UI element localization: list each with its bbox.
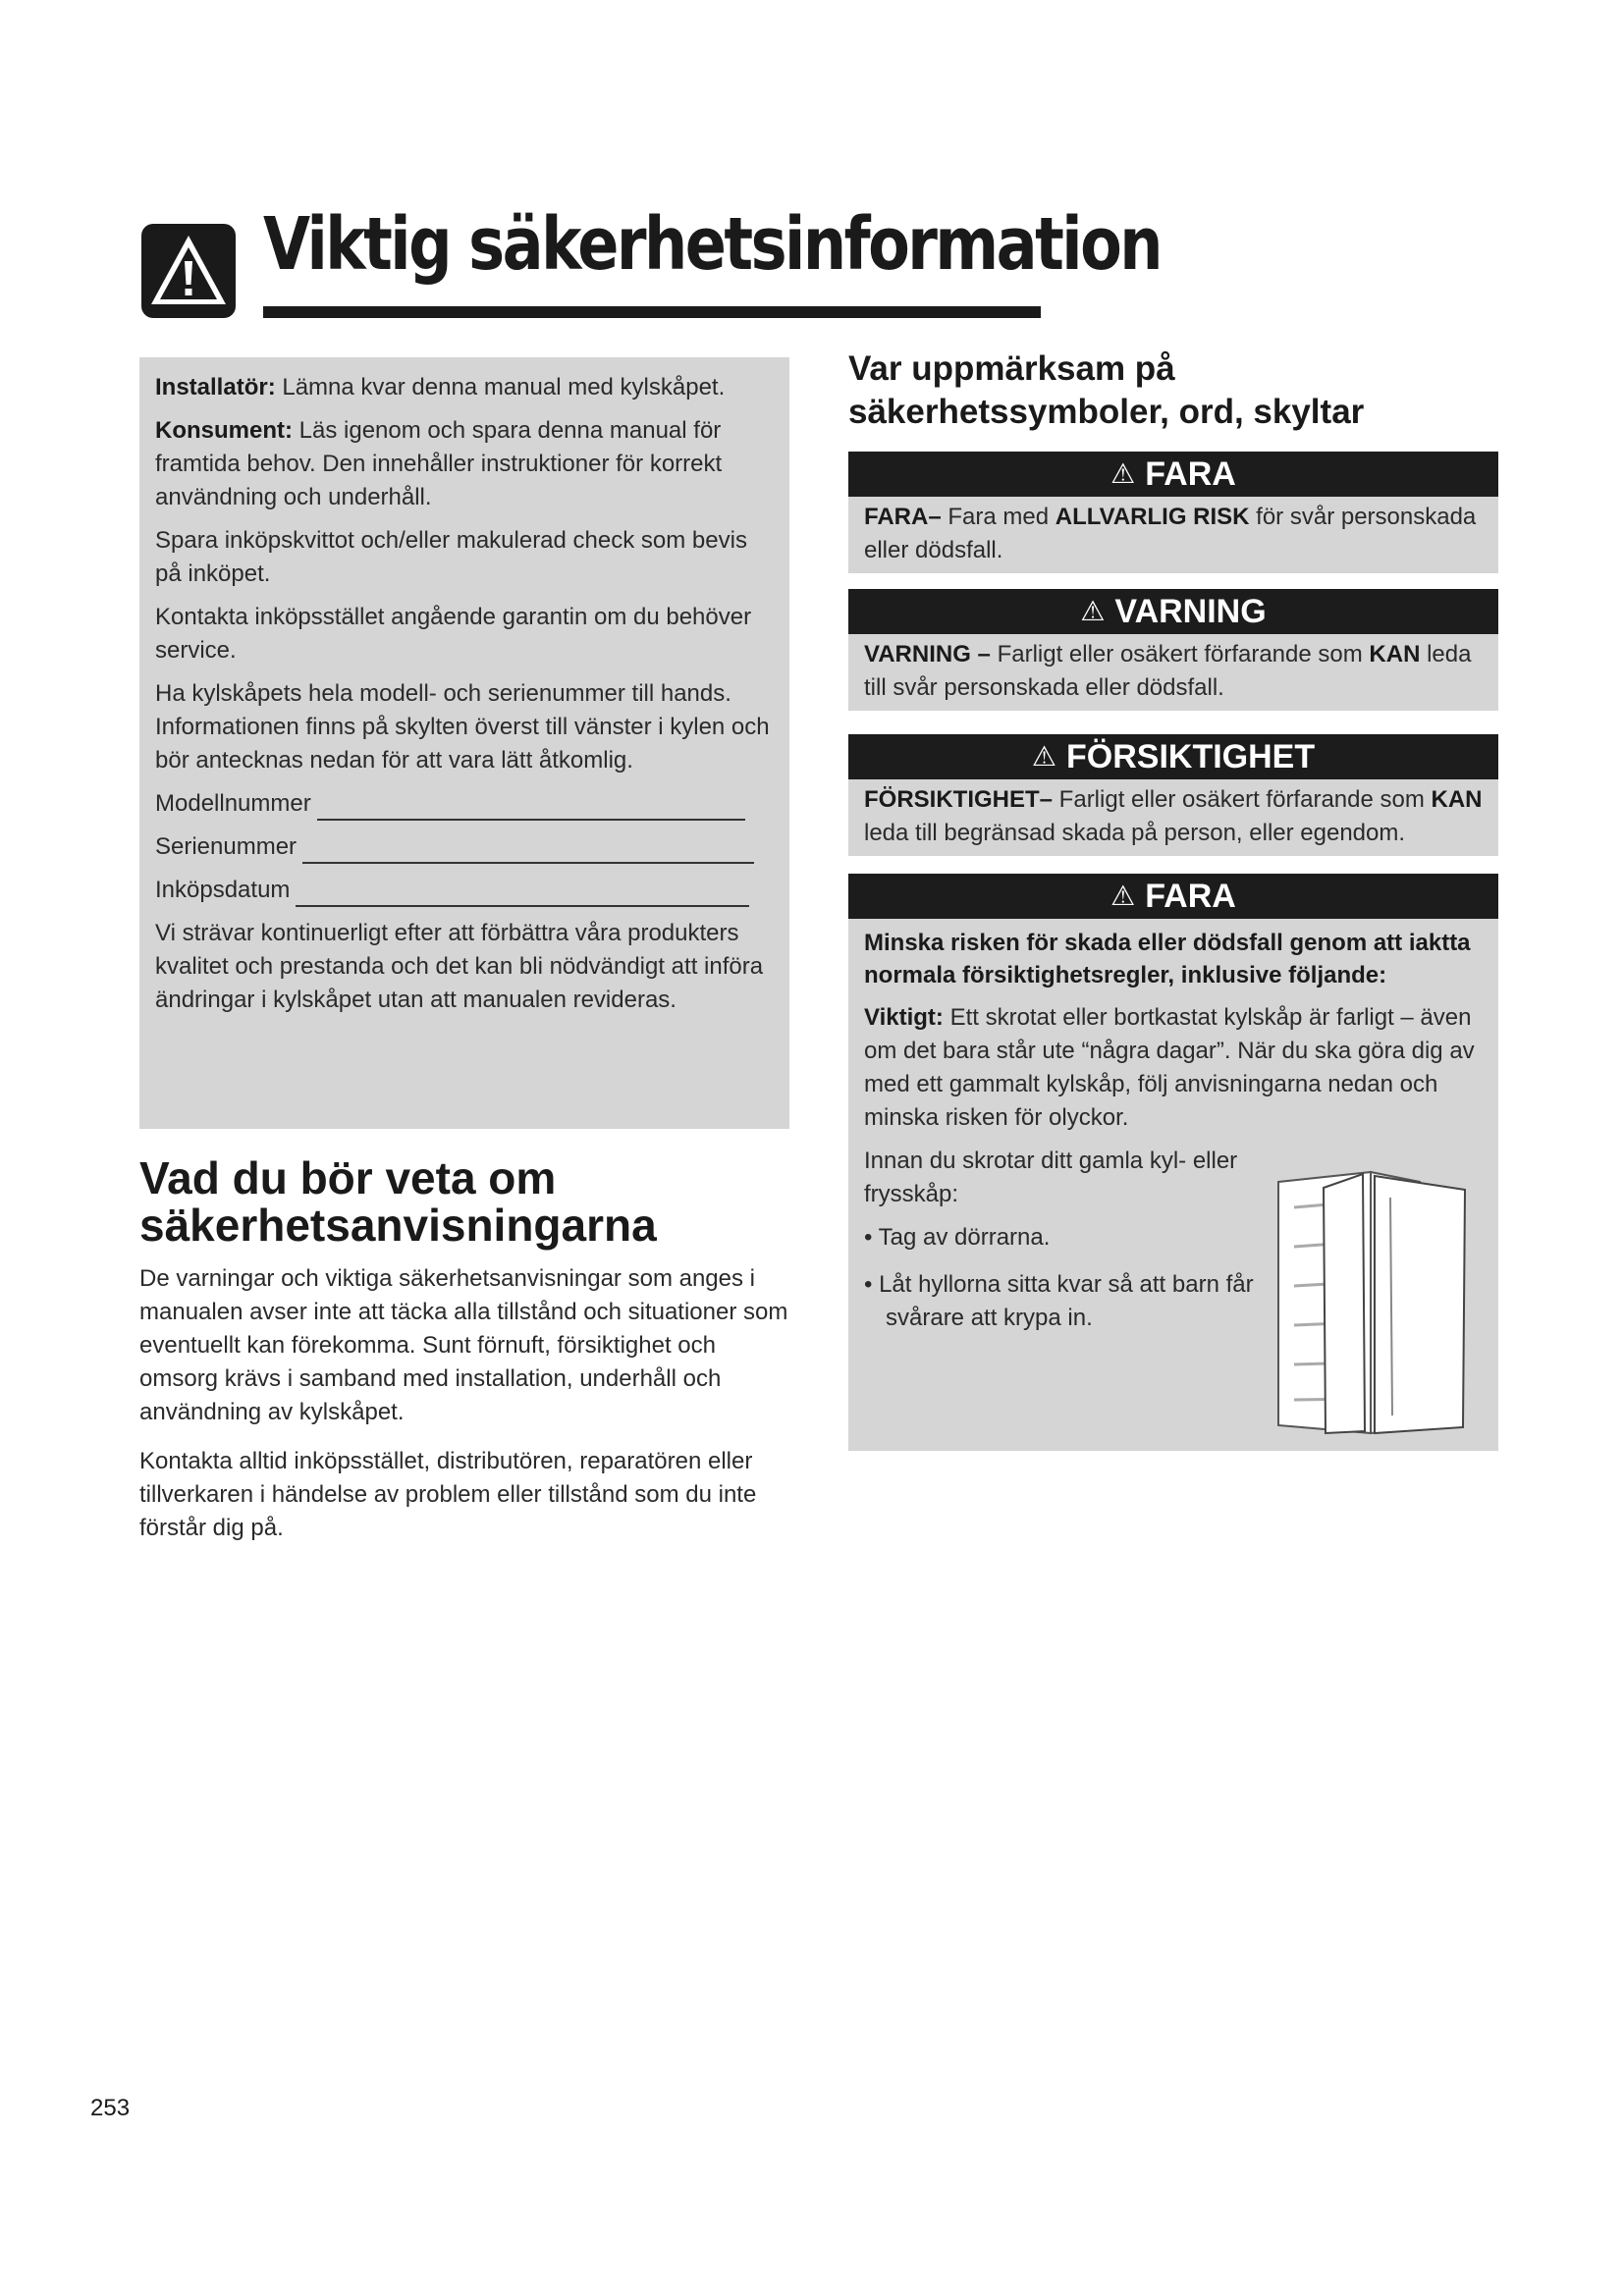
danger-text-1: Fara med bbox=[941, 504, 1056, 530]
safety-instructions-heading: Vad du bör veta om säkerhetsanvisningarna bbox=[139, 1152, 657, 1251]
caution-text-2: leda till begränsad skada på person, eller egendom. bbox=[864, 820, 1406, 846]
danger-header bbox=[848, 452, 1498, 497]
purchase-date-field[interactable] bbox=[155, 874, 776, 907]
caution-title: FÖRSIKTIGHET bbox=[1066, 738, 1316, 775]
warning-triangle-icon bbox=[139, 222, 238, 320]
owner-info-box bbox=[139, 357, 789, 1129]
danger-title: FARA bbox=[1145, 455, 1236, 493]
danger-text-2: för svår personskada eller dödsfall. bbox=[864, 504, 1477, 563]
warning-label: VARNING – bbox=[864, 641, 991, 667]
page-number: 253 bbox=[90, 2095, 131, 2121]
important-label: Viktigt: bbox=[864, 1004, 944, 1031]
receipt-note: Spara inköpskvittot och/eller makulerad check som bevis på inköpet. bbox=[155, 527, 747, 587]
caution-label: FÖRSIKTIGHET– bbox=[864, 786, 1054, 813]
warning-kan: KAN bbox=[1369, 641, 1421, 667]
caution-text-1: Farligt eller osäkert förfarande som bbox=[1053, 786, 1432, 813]
serial-number-field[interactable] bbox=[155, 830, 776, 864]
purchase-date-label: Inköpsdatum bbox=[155, 877, 291, 903]
disposal-step: • Låt hyllorna sitta kvar så att barn får svårare att krypa in. bbox=[864, 1271, 1254, 1331]
danger-risk: ALLVARLIG RISK bbox=[1055, 504, 1250, 530]
warning-text-2: leda till svår personskada eller dödsfall. bbox=[864, 641, 1472, 701]
warranty-note: Kontakta inköpsstället angående garantin om du behöver service. bbox=[155, 604, 752, 664]
warning-title: VARNING bbox=[1114, 593, 1267, 630]
caution-kan: KAN bbox=[1431, 786, 1483, 813]
danger-disposal-header bbox=[848, 874, 1498, 919]
model-number-line[interactable] bbox=[317, 795, 745, 821]
caution-body bbox=[848, 779, 1498, 856]
model-number-label: Modellnummer bbox=[155, 790, 311, 817]
warning-body bbox=[848, 634, 1498, 711]
safety-paragraph-1: De varningar och viktiga säkerhetsanvisningar som anges i manualen avser inte att täcka alla tillstånd och situationer som eventuellt kan förekomma. Sunt förnuft, försiktighet och omsorg krävs i samband med installation, underhåll och användning av kylskåpet. bbox=[139, 1265, 788, 1425]
danger-disposal-title: FARA bbox=[1145, 878, 1236, 915]
serial-number-label: Serienummer bbox=[155, 833, 298, 860]
warning-triangle-icon: ⚠ bbox=[1110, 458, 1136, 489]
danger-body bbox=[848, 497, 1498, 573]
installer-text: Lämna kvar denna manual med kylskåpet. bbox=[275, 374, 726, 400]
warning-triangle-icon: ⚠ bbox=[1031, 741, 1056, 772]
consumer-label: Konsument: bbox=[155, 417, 293, 444]
warning-header bbox=[848, 589, 1498, 634]
purchase-date-line[interactable] bbox=[296, 881, 749, 907]
disposal-before: Innan du skrotar ditt gamla kyl- eller frysskåp: bbox=[864, 1148, 1238, 1207]
disposal-step: • Tag av dörrarna. bbox=[864, 1224, 1051, 1251]
danger-label: FARA– bbox=[864, 504, 942, 530]
refrigerator-illustration bbox=[1272, 1168, 1469, 1439]
caution-header bbox=[848, 734, 1498, 779]
model-serial-note: Ha kylskåpets hela modell- och serienummer till hands. Informationen finns på skylten överst till vänster i kylen och bör antecknas nedan för att vara lätt åtkomlig. bbox=[155, 680, 770, 774]
warning-text-1: Farligt eller osäkert förfarande som bbox=[990, 641, 1370, 667]
safety-symbols-heading: Var uppmärksam på säkerhetssymboler, ord, skyltar bbox=[848, 349, 1365, 431]
caution-panel bbox=[848, 734, 1498, 856]
warning-triangle-icon: ⚠ bbox=[1110, 881, 1136, 911]
page-title: Viktig säkerhetsinformation bbox=[263, 202, 1161, 287]
disposal-important bbox=[864, 1001, 1483, 1135]
product-improvement-note: Vi strävar kontinuerligt efter att förbättra våra produkters kvalitet och prestanda och det kan bli nödvändigt att införa ändringar i kylskåpet utan att manualen revideras. bbox=[155, 920, 764, 1013]
disposal-lead: Minska risken för skada eller dödsfall genom att iaktta normala försiktighetsregler, inklusive följande: bbox=[864, 930, 1471, 988]
installer-note bbox=[155, 371, 776, 404]
warning-triangle-icon: ⚠ bbox=[1080, 596, 1106, 626]
important-text-end: minska risken för olyckor. bbox=[864, 1104, 1129, 1131]
model-number-field[interactable] bbox=[155, 787, 776, 821]
title-underline bbox=[263, 306, 1041, 318]
consumer-text: Läs igenom och spara denna manual för framtida behov. Den innehåller instruktioner för korrekt användning och underhåll. bbox=[155, 417, 723, 510]
warning-panel bbox=[848, 589, 1498, 711]
safety-instructions-body bbox=[139, 1262, 799, 1561]
serial-number-line[interactable] bbox=[302, 838, 754, 864]
safety-paragraph-2: Kontakta alltid inköpsstället, distributören, reparatören eller tillverkaren i händelse av problem eller tillstånd som du inte förstår dig på. bbox=[139, 1448, 757, 1541]
danger-panel bbox=[848, 452, 1498, 573]
important-text: Ett skrotat eller bortkastat kylskåp är farligt – även om det bara står ute “några dagar”. När du ska göra dig av med ett gammalt kylskåp, följ anvisningarna nedan och bbox=[864, 1004, 1475, 1097]
installer-label: Installatör: bbox=[155, 374, 276, 400]
consumer-note bbox=[155, 414, 776, 514]
